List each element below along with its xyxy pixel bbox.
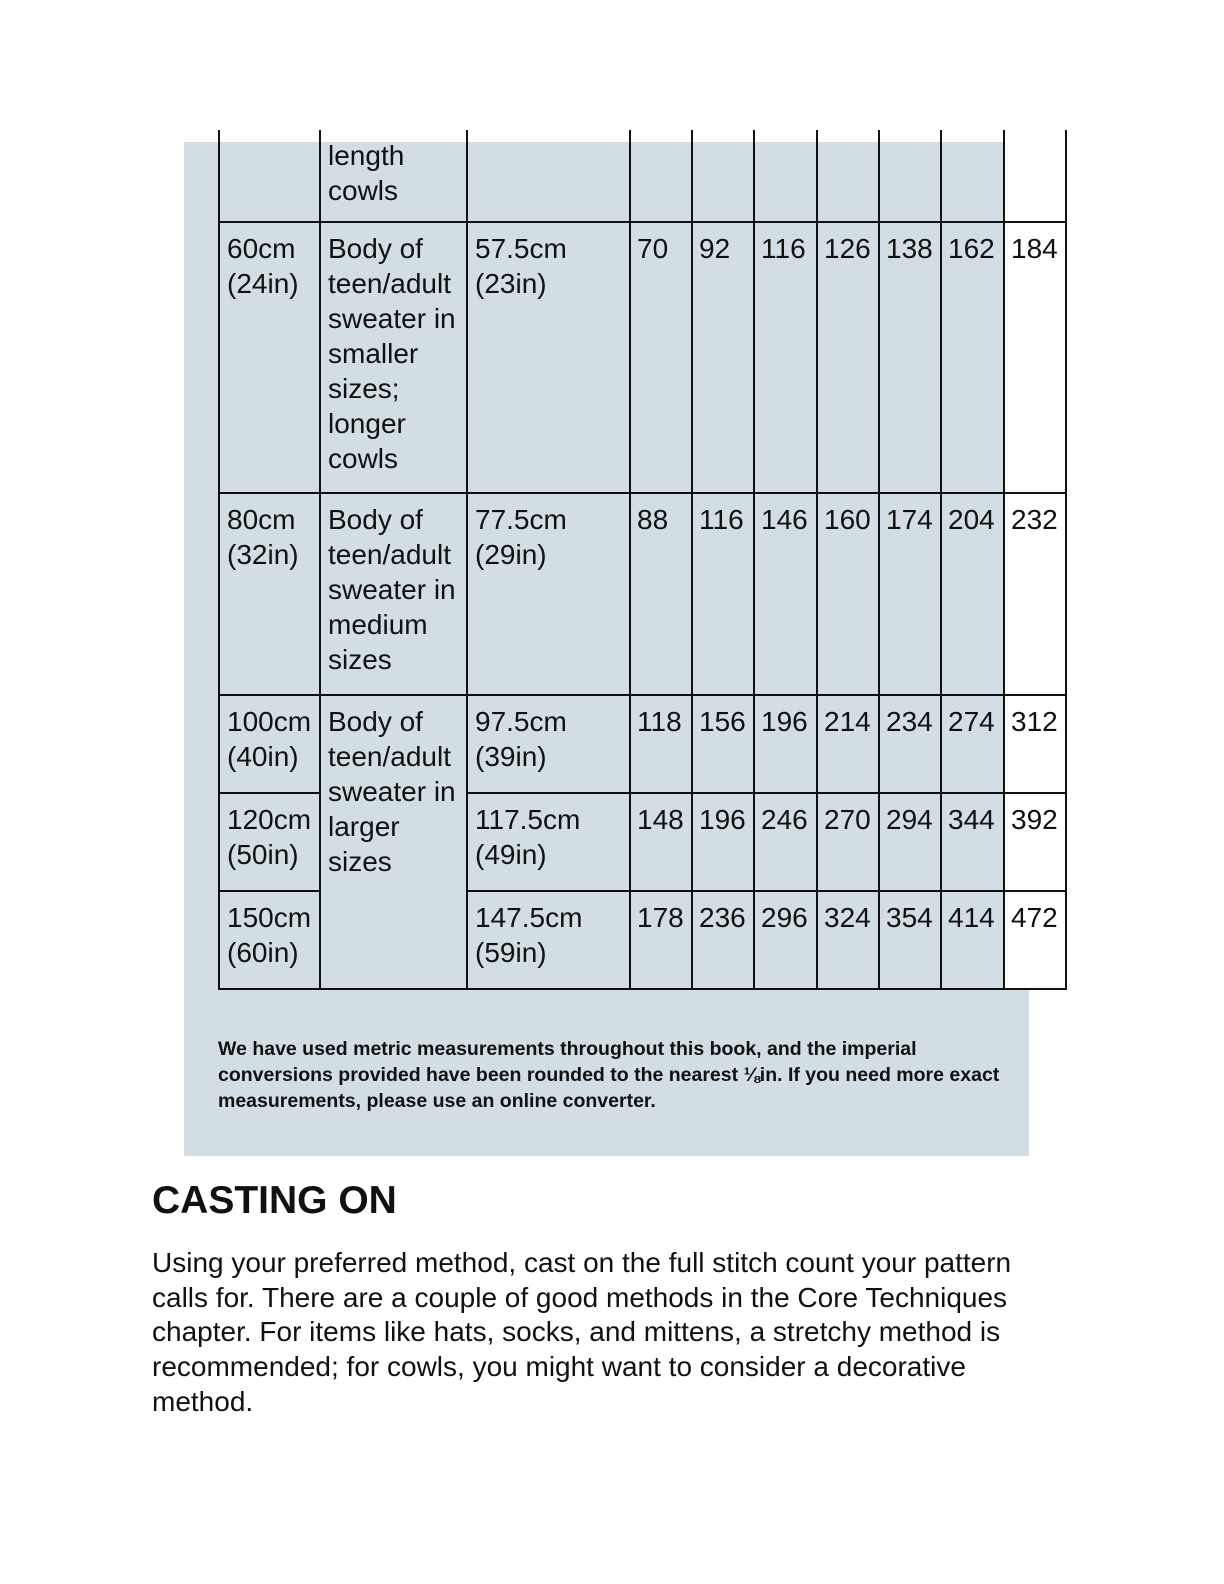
stitch-count-cell: 146 [754,493,817,695]
table-row [219,130,1066,222]
stitch-count-cell: 138 [879,222,941,493]
measurement-cell: 147.5cm (59in) [467,891,630,989]
cable-length-cell: 120cm (50in) [219,793,320,891]
stitch-count-cell: 156 [692,695,754,793]
measurement-cell [467,130,630,222]
stitch-count-cell: 118 [630,695,692,793]
cable-length-cell [219,130,320,222]
stitch-count-cell: 126 [817,222,879,493]
measurement-cell: 57.5cm (23in) [467,222,630,493]
stitch-count-cell: 312 [1004,695,1066,793]
stitch-count-cell: 234 [879,695,941,793]
measurement-note: We have used metric measurements throughout this book, and the imperial conversions provided have been rounded to the nearest ⅛in. If you need more exact measurements, please use an online converter. [218,1038,1000,1112]
stitch-count-cell: 70 [630,222,692,493]
cable-length-cell: 80cm (32in) [219,493,320,695]
stitch-count-cell: 296 [754,891,817,989]
stitch-count-cell: 236 [692,891,754,989]
table-row [219,493,1066,695]
stitch-count-cell: 160 [817,493,879,695]
stitch-count-cell: 294 [879,793,941,891]
stitch-count-cell: 204 [941,493,1004,695]
table-row [219,222,1066,493]
stitch-count-cell: 392 [1004,793,1066,891]
uses-cell: length cowls [320,130,467,222]
cable-length-cell: 150cm (60in) [219,891,320,989]
stitch-count-cell: 354 [879,891,941,989]
stitch-count-cell: 274 [941,695,1004,793]
stitch-count-cell: 246 [754,793,817,891]
section-body-text: Using your preferred method, cast on the full stitch count your pattern calls for. There are a couple of good methods in the Core Techniques chapter. For items like hats, socks, and mittens, a stretchy method is recommended; for cowls, you might want to consider a decorative method. [152,1247,1012,1417]
stitch-count-cell [817,130,879,222]
cable-length-cell: 100cm (40in) [219,695,320,793]
stitch-count-cell [941,130,1004,222]
stitch-count-cell [692,130,754,222]
stitch-count-cell: 184 [1004,222,1066,493]
stitch-count-cell: 116 [692,493,754,695]
stitch-count-cell: 472 [1004,891,1066,989]
stitch-count-cell [879,130,941,222]
stitch-count-cell [630,130,692,222]
uses-cell: Body of teen/adult sweater in larger sizes [320,695,467,989]
uses-cell: Body of teen/adult sweater in medium sizes [320,493,467,695]
section-heading: CASTING ON [152,1179,397,1222]
stitch-count-cell: 162 [941,222,1004,493]
stitch-count-cell: 88 [630,493,692,695]
cable-length-cell: 60cm (24in) [219,222,320,493]
measurement-cell: 77.5cm (29in) [467,493,630,695]
uses-cell: Body of teen/adult sweater in smaller sizes; longer cowls [320,222,467,493]
stitch-count-cell: 324 [817,891,879,989]
stitch-count-cell: 232 [1004,493,1066,695]
stitch-count-cell: 92 [692,222,754,493]
stitch-count-cell: 174 [879,493,941,695]
stitch-count-cell: 344 [941,793,1004,891]
measurement-cell: 97.5cm (39in) [467,695,630,793]
needle-length-table [218,130,1067,990]
stitch-count-cell [1004,130,1066,222]
stitch-count-cell: 414 [941,891,1004,989]
stitch-count-cell: 196 [754,695,817,793]
stitch-count-cell: 214 [817,695,879,793]
stitch-count-cell: 148 [630,793,692,891]
stitch-count-cell: 178 [630,891,692,989]
stitch-count-cell [754,130,817,222]
stitch-count-cell: 116 [754,222,817,493]
table-row [219,695,1066,793]
stitch-count-cell: 196 [692,793,754,891]
measurement-cell: 117.5cm (49in) [467,793,630,891]
stitch-count-cell: 270 [817,793,879,891]
